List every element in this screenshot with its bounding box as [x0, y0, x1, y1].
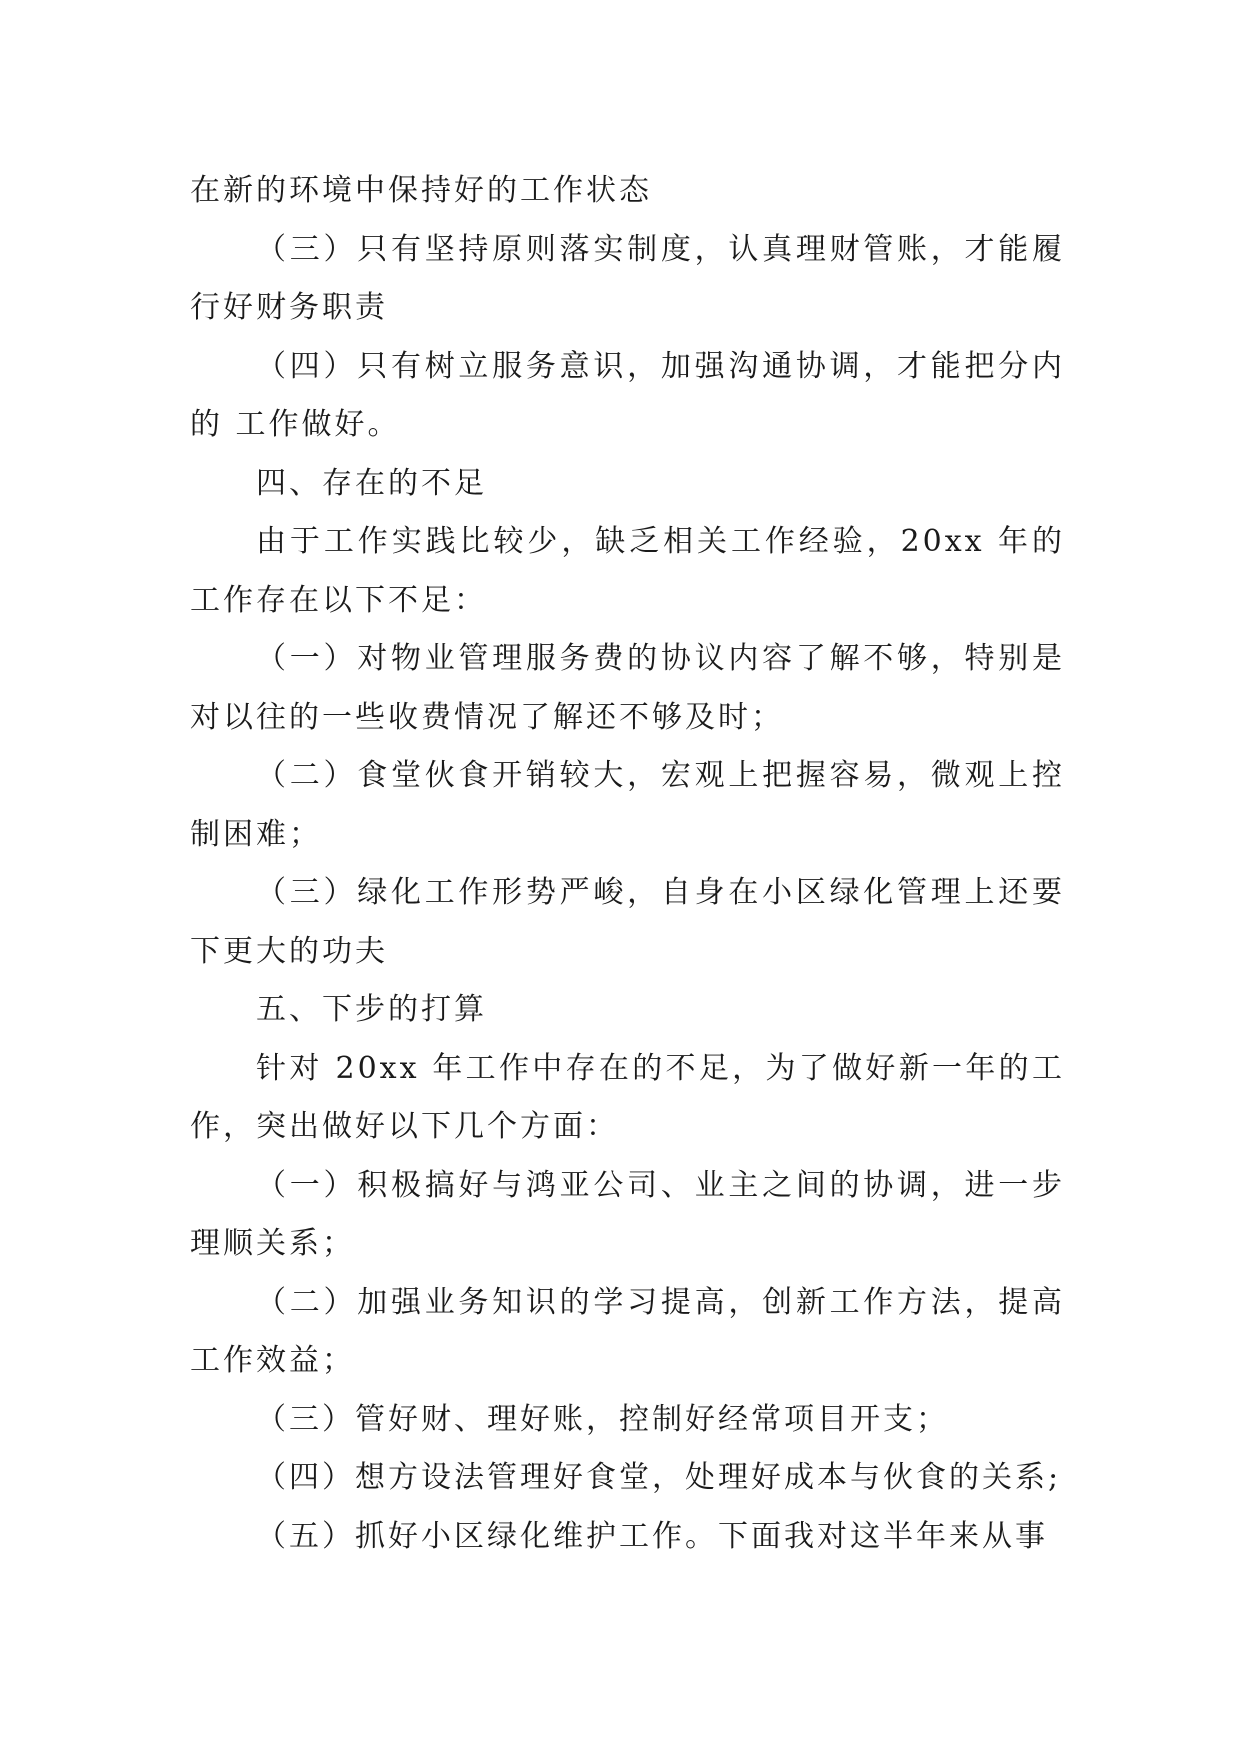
section-heading-5: 五、下步的打算 [256, 992, 487, 1027]
paragraph-6: （一）对物业管理服务费的协议内容了解不够，特别是对以往的一些收费情况了解还不够及时； [190, 641, 1065, 735]
paragraph-7: （二）食堂伙食开销较大，宏观上把握容易，微观上控制困难； [190, 758, 1065, 852]
paragraph-3: （四）只有树立服务意识，加强沟通协调，才能把分内的 工作做好。 [190, 348, 1065, 442]
paragraph-14: （四）想方设法管理好食堂，处理好成本与伙食的关系; [256, 1460, 1062, 1495]
paragraph-13: （三）管好财、理好账，控制好经常项目开支； [256, 1401, 949, 1437]
paragraph-1: 在新的环境中保持好的工作状态 [190, 173, 652, 208]
paragraph-10: 针对 20xx 年工作中存在的不足，为了做好新一年的工作，突出做好以下几个方面： [190, 1050, 1065, 1144]
paragraph-15: （五）抓好小区绿化维护工作。下面我对这半年来从事 [256, 1518, 1048, 1554]
paragraph-11: （一）积极搞好与鸿亚公司、业主之间的协调，进一步理顺关系； [190, 1167, 1065, 1261]
section-heading-4: 四、存在的不足 [256, 465, 487, 501]
paragraph-12: （二）加强业务知识的学习提高，创新工作方法，提高工作效益； [190, 1284, 1065, 1378]
document-body [190, 162, 1065, 1566]
paragraph-8: （三）绿化工作形势严峻，自身在小区绿化管理上还要下更大的功夫 [190, 875, 1065, 969]
paragraph-2: （三）只有坚持原则落实制度，认真理财管账，才能履行好财务职责 [190, 231, 1065, 325]
paragraph-5: 由于工作实践比较少，缺乏相关工作经验，20xx 年的工作存在以下不足： [190, 524, 1065, 618]
